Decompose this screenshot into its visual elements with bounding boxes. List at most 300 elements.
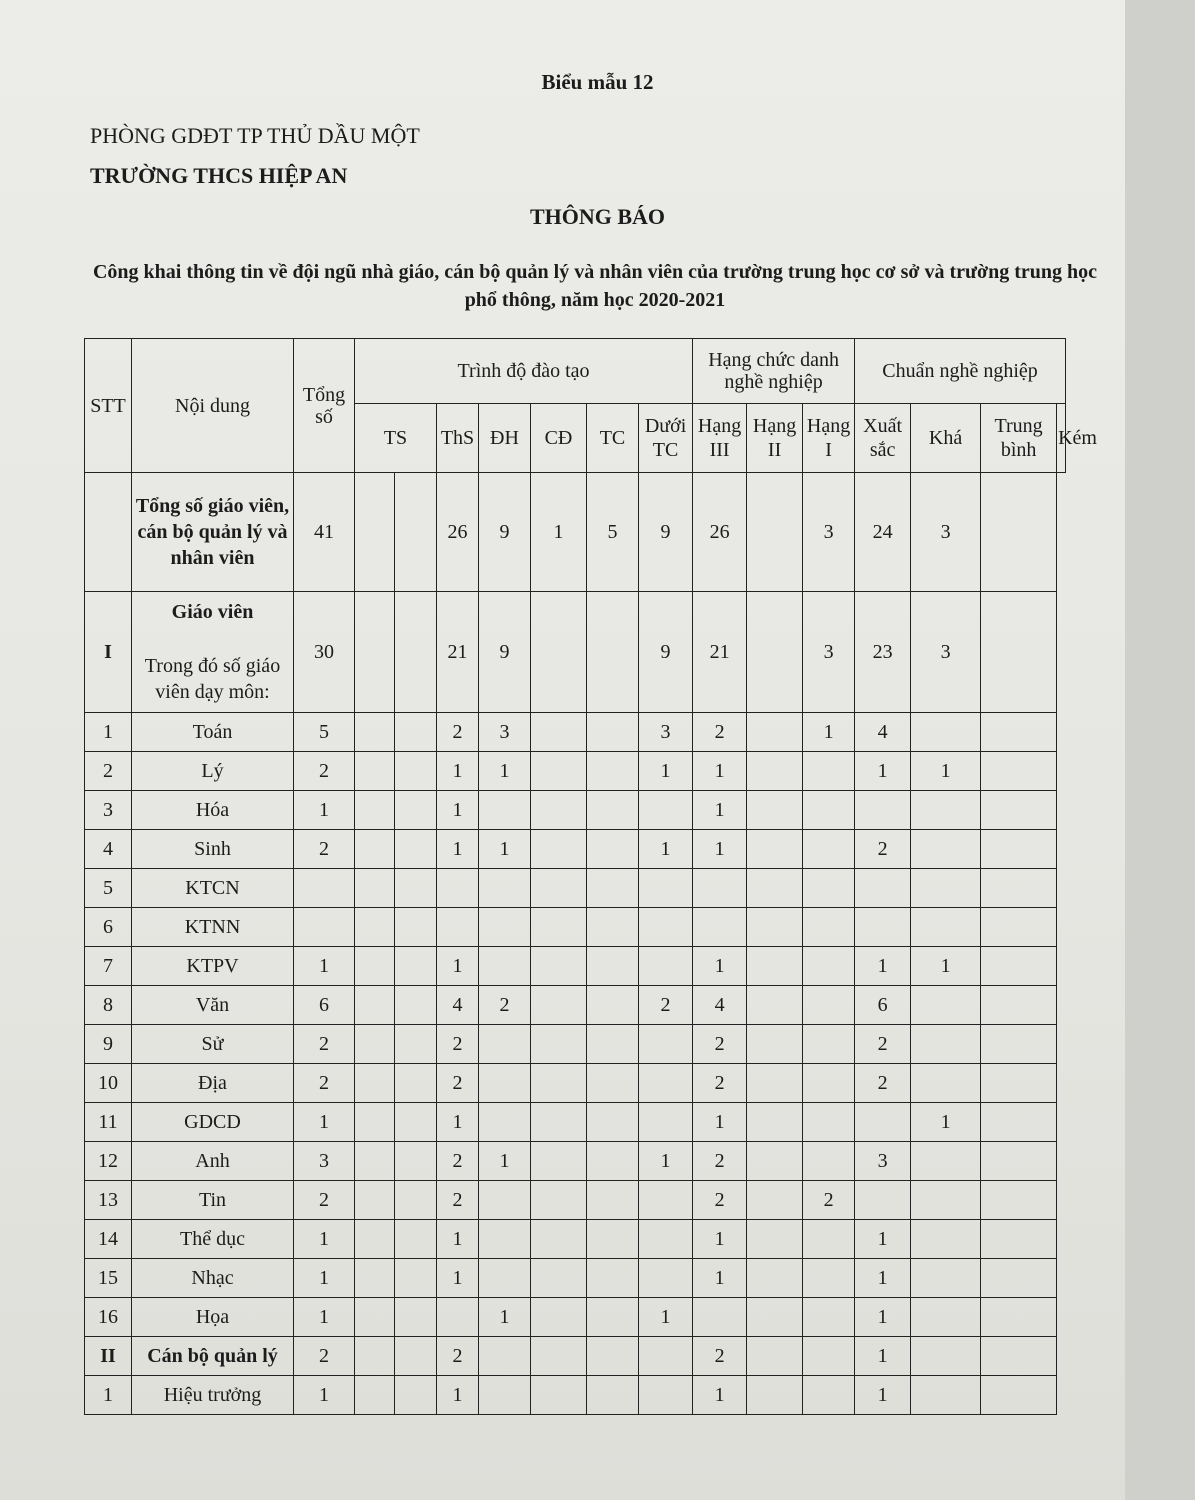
- header-rank1: Hạng I: [803, 404, 855, 473]
- row-cell: [395, 592, 437, 713]
- table-row: [85, 1064, 1066, 1103]
- row-cell: [803, 986, 855, 1025]
- row-cell: 1: [911, 1103, 981, 1142]
- row-cell: [747, 713, 803, 752]
- row-cell: 2: [479, 986, 531, 1025]
- header-good: Khá: [911, 404, 981, 473]
- row-cell: 2: [855, 830, 911, 869]
- row-cell: [355, 869, 395, 908]
- row-cell: 9: [479, 592, 531, 713]
- row-cell: [639, 1064, 693, 1103]
- row-cell: 1: [639, 1298, 693, 1337]
- row-cell: [911, 791, 981, 830]
- row-cell: [639, 908, 693, 947]
- row-cell: [639, 1337, 693, 1376]
- row-cell: [855, 908, 911, 947]
- row-cell: 1: [911, 752, 981, 791]
- row-cell: [355, 713, 395, 752]
- row-cell: [981, 1376, 1057, 1415]
- row-cell: [355, 1259, 395, 1298]
- row-cell: [911, 1259, 981, 1298]
- row-cell: [437, 1298, 479, 1337]
- school-name: TRƯỜNG THCS HIỆP AN: [90, 163, 348, 188]
- row-cell: 2: [437, 1064, 479, 1103]
- header-row-1: [85, 339, 1066, 404]
- row-cell: 1: [437, 1376, 479, 1415]
- row-cell: 1: [855, 947, 911, 986]
- row-stt: [85, 473, 132, 592]
- row-cell: [803, 830, 855, 869]
- row-cell: [395, 791, 437, 830]
- row-content: Lý: [132, 752, 294, 791]
- row-cell: [803, 1259, 855, 1298]
- row-cell: [531, 908, 587, 947]
- row-cell: 1: [693, 1220, 747, 1259]
- row-cell: [479, 1103, 531, 1142]
- row-cell: [395, 908, 437, 947]
- row-cell: [747, 986, 803, 1025]
- header-training-group: Trình độ đào tạo: [355, 339, 693, 404]
- row-cell: [395, 752, 437, 791]
- row-cell: [355, 830, 395, 869]
- row-cell: 1: [437, 752, 479, 791]
- row-cell: 1: [855, 1337, 911, 1376]
- row-cell: 9: [639, 592, 693, 713]
- row-stt: 8: [85, 986, 132, 1025]
- row-cell: [981, 1220, 1057, 1259]
- row-cell: [395, 1337, 437, 1376]
- row-cell: [355, 908, 395, 947]
- row-cell: 21: [437, 592, 479, 713]
- row-cell: [803, 752, 855, 791]
- row-cell: [747, 1064, 803, 1103]
- row-cell: [911, 869, 981, 908]
- row-cell: [355, 1337, 395, 1376]
- row-cell: 1: [479, 1298, 531, 1337]
- row-cell: [355, 1181, 395, 1220]
- row-cell: 6: [294, 986, 355, 1025]
- row-cell: 1: [437, 791, 479, 830]
- row-cell: 2: [437, 1025, 479, 1064]
- row-cell: [911, 1337, 981, 1376]
- row-stt: 7: [85, 947, 132, 986]
- row-cell: [587, 1181, 639, 1220]
- row-cell: [437, 908, 479, 947]
- row-cell: 2: [294, 752, 355, 791]
- form-label: Biểu mẫu 12: [541, 70, 654, 94]
- row-cell: [531, 1181, 587, 1220]
- row-cell: [911, 1298, 981, 1337]
- row-cell: [479, 1220, 531, 1259]
- row-cell: [531, 1220, 587, 1259]
- row-cell: [587, 1220, 639, 1259]
- row-cell: [803, 1103, 855, 1142]
- row-cell: [747, 1220, 803, 1259]
- table-row: [85, 908, 1066, 947]
- row-cell: [479, 1025, 531, 1064]
- row-cell: 3: [803, 592, 855, 713]
- row-cell: [747, 869, 803, 908]
- row-cell: [395, 1064, 437, 1103]
- row-cell: 5: [587, 473, 639, 592]
- row-cell: [803, 1025, 855, 1064]
- row-content: GDCD: [132, 1103, 294, 1142]
- row-cell: 1: [639, 752, 693, 791]
- row-stt: 2: [85, 752, 132, 791]
- header-total: Tổng số: [294, 339, 355, 473]
- row-cell: [479, 1181, 531, 1220]
- row-cell: [395, 947, 437, 986]
- row-cell: [531, 1259, 587, 1298]
- row-content-title: Giáo viên: [171, 601, 254, 623]
- row-cell: [981, 869, 1057, 908]
- row-cell: [587, 1337, 639, 1376]
- row-cell: 1: [693, 947, 747, 986]
- row-cell: [437, 869, 479, 908]
- row-cell: [911, 908, 981, 947]
- row-cell: [587, 986, 639, 1025]
- header-rank3: Hạng III: [693, 404, 747, 473]
- row-cell: [981, 592, 1057, 713]
- row-cell: 9: [639, 473, 693, 592]
- row-cell: [587, 791, 639, 830]
- row-cell: [355, 1142, 395, 1181]
- row-cell: 5: [294, 713, 355, 752]
- row-cell: [803, 947, 855, 986]
- row-cell: 2: [294, 830, 355, 869]
- row-cell: 1: [294, 1298, 355, 1337]
- row-cell: [639, 1025, 693, 1064]
- row-cell: [587, 908, 639, 947]
- row-cell: [479, 869, 531, 908]
- row-cell: 4: [693, 986, 747, 1025]
- table-row: [85, 986, 1066, 1025]
- row-cell: 1: [693, 791, 747, 830]
- table-row: [85, 1298, 1066, 1337]
- row-cell: [355, 1025, 395, 1064]
- row-cell: [395, 473, 437, 592]
- row-cell: [531, 791, 587, 830]
- row-content: KTCN: [132, 869, 294, 908]
- row-content: Địa: [132, 1064, 294, 1103]
- row-cell: 3: [911, 473, 981, 592]
- row-cell: [395, 830, 437, 869]
- row-cell: [747, 1103, 803, 1142]
- row-stt: 12: [85, 1142, 132, 1181]
- header-below-tc: Dưới TC: [639, 404, 693, 473]
- row-cell: [803, 1376, 855, 1415]
- row-cell: [395, 986, 437, 1025]
- row-stt: 11: [85, 1103, 132, 1142]
- row-cell: [355, 1298, 395, 1337]
- row-cell: [747, 791, 803, 830]
- row-cell: 1: [294, 791, 355, 830]
- row-cell: [981, 752, 1057, 791]
- row-cell: [981, 908, 1057, 947]
- row-cell: [531, 1376, 587, 1415]
- row-cell: [981, 1025, 1057, 1064]
- row-stt: 1: [85, 713, 132, 752]
- row-cell: 23: [855, 592, 911, 713]
- table-row: [85, 1142, 1066, 1181]
- header-poor: Kém: [1057, 404, 1066, 473]
- row-cell: [395, 713, 437, 752]
- row-cell: 1: [437, 830, 479, 869]
- row-cell: [355, 1220, 395, 1259]
- row-cell: [911, 713, 981, 752]
- row-cell: 1: [911, 947, 981, 986]
- row-cell: [803, 1142, 855, 1181]
- row-cell: [587, 1142, 639, 1181]
- row-stt: 16: [85, 1298, 132, 1337]
- table-row: [85, 1181, 1066, 1220]
- row-cell: [911, 1025, 981, 1064]
- row-cell: [747, 1025, 803, 1064]
- row-cell: [747, 473, 803, 592]
- row-cell: 2: [437, 1142, 479, 1181]
- row-content: Thể dục: [132, 1220, 294, 1259]
- row-cell: 2: [855, 1064, 911, 1103]
- row-cell: [981, 1103, 1057, 1142]
- row-cell: 1: [437, 1220, 479, 1259]
- department-name: PHÒNG GDĐT TP THỦ DẦU MỘT: [90, 123, 420, 148]
- row-cell: [479, 1259, 531, 1298]
- row-cell: 1: [437, 1259, 479, 1298]
- row-cell: 2: [855, 1025, 911, 1064]
- row-cell: [395, 869, 437, 908]
- row-cell: [747, 1376, 803, 1415]
- row-cell: 2: [693, 713, 747, 752]
- row-cell: [747, 1181, 803, 1220]
- row-cell: 3: [803, 473, 855, 592]
- row-cell: 1: [639, 1142, 693, 1181]
- row-stt: I: [85, 592, 132, 713]
- row-cell: [355, 1064, 395, 1103]
- row-cell: [911, 986, 981, 1025]
- row-cell: [981, 1298, 1057, 1337]
- row-cell: 1: [294, 1103, 355, 1142]
- row-cell: [531, 830, 587, 869]
- row-cell: [479, 908, 531, 947]
- table-row: [85, 752, 1066, 791]
- row-cell: [587, 713, 639, 752]
- header-standard-group: Chuẩn nghề nghiệp: [855, 339, 1066, 404]
- row-cell: [803, 908, 855, 947]
- row-cell: [639, 1103, 693, 1142]
- row-cell: [531, 1025, 587, 1064]
- header-rank-group: Hạng chức danh nghề nghiệp: [693, 339, 855, 404]
- header-stt: STT: [85, 339, 132, 473]
- row-cell: [747, 1142, 803, 1181]
- row-cell: 2: [803, 1181, 855, 1220]
- row-content: KTPV: [132, 947, 294, 986]
- row-cell: [395, 1376, 437, 1415]
- row-cell: [981, 713, 1057, 752]
- row-cell: [395, 1181, 437, 1220]
- row-cell: 2: [639, 986, 693, 1025]
- row-cell: [395, 1259, 437, 1298]
- table-row: [85, 473, 1066, 592]
- row-cell: [803, 869, 855, 908]
- row-cell: [479, 1376, 531, 1415]
- row-cell: [531, 1298, 587, 1337]
- row-cell: [355, 592, 395, 713]
- row-cell: [803, 791, 855, 830]
- staff-table: [84, 338, 1097, 1415]
- row-cell: 1: [294, 1376, 355, 1415]
- row-cell: [531, 947, 587, 986]
- row-cell: [747, 1259, 803, 1298]
- row-cell: 2: [294, 1025, 355, 1064]
- row-cell: [981, 791, 1057, 830]
- table-row: [85, 592, 1066, 713]
- row-cell: [981, 1259, 1057, 1298]
- row-cell: [587, 1298, 639, 1337]
- row-cell: 41: [294, 473, 355, 592]
- header-ths: ThS: [437, 404, 479, 473]
- table-row: [85, 830, 1066, 869]
- row-content: Toán: [132, 713, 294, 752]
- row-cell: [639, 1181, 693, 1220]
- row-cell: [294, 869, 355, 908]
- row-stt: 3: [85, 791, 132, 830]
- row-cell: [747, 830, 803, 869]
- row-content: Cán bộ quản lý: [132, 1337, 294, 1376]
- row-cell: 2: [294, 1181, 355, 1220]
- row-cell: [531, 986, 587, 1025]
- row-cell: 1: [803, 713, 855, 752]
- row-cell: 21: [693, 592, 747, 713]
- header-ts: TS: [355, 404, 437, 473]
- row-cell: [639, 1376, 693, 1415]
- row-cell: 3: [911, 592, 981, 713]
- row-cell: [355, 1376, 395, 1415]
- row-cell: 24: [855, 473, 911, 592]
- row-stt: 10: [85, 1064, 132, 1103]
- row-cell: [981, 473, 1057, 592]
- row-cell: 2: [437, 1337, 479, 1376]
- row-cell: 2: [693, 1025, 747, 1064]
- row-cell: [855, 1103, 911, 1142]
- notice-description: Công khai thông tin về đội ngũ nhà giáo, cán bộ quản lý và nhân viên của trường trung học cơ sở và trường trung học phổ thông, năm học 2020-2021: [92, 261, 1098, 311]
- row-cell: [587, 830, 639, 869]
- row-cell: 1: [479, 830, 531, 869]
- header-excellent: Xuất sắc: [855, 404, 911, 473]
- row-cell: 2: [693, 1142, 747, 1181]
- row-cell: 26: [437, 473, 479, 592]
- row-cell: [803, 1064, 855, 1103]
- row-content: Hóa: [132, 791, 294, 830]
- row-cell: [747, 947, 803, 986]
- row-cell: 1: [693, 1103, 747, 1142]
- row-cell: [355, 986, 395, 1025]
- row-content: Tin: [132, 1181, 294, 1220]
- row-cell: [639, 947, 693, 986]
- row-cell: [479, 1337, 531, 1376]
- row-cell: [639, 1259, 693, 1298]
- row-cell: 4: [855, 713, 911, 752]
- row-cell: [747, 752, 803, 791]
- row-cell: [587, 1259, 639, 1298]
- table-row: [85, 947, 1066, 986]
- header-tc: TC: [587, 404, 639, 473]
- row-cell: 1: [855, 1298, 911, 1337]
- row-cell: [355, 791, 395, 830]
- header-dh: ĐH: [479, 404, 531, 473]
- row-cell: [803, 1220, 855, 1259]
- row-cell: 2: [693, 1337, 747, 1376]
- row-cell: [981, 986, 1057, 1025]
- row-cell: [531, 1142, 587, 1181]
- row-cell: [911, 1064, 981, 1103]
- row-content: Tổng số giáo viên, cán bộ quản lý và nhân viên: [132, 473, 294, 592]
- row-cell: [587, 869, 639, 908]
- row-cell: [587, 1025, 639, 1064]
- table-row: [85, 1103, 1066, 1142]
- table-row: [85, 1025, 1066, 1064]
- row-cell: 1: [294, 1220, 355, 1259]
- row-content: Sử: [132, 1025, 294, 1064]
- row-cell: [855, 1181, 911, 1220]
- row-cell: 2: [294, 1064, 355, 1103]
- row-cell: [587, 1103, 639, 1142]
- row-stt: 5: [85, 869, 132, 908]
- row-cell: [355, 473, 395, 592]
- row-cell: 30: [294, 592, 355, 713]
- row-cell: [531, 752, 587, 791]
- row-cell: [395, 1298, 437, 1337]
- row-cell: [395, 1142, 437, 1181]
- table-row: [85, 1337, 1066, 1376]
- row-cell: 2: [693, 1181, 747, 1220]
- row-cell: [587, 592, 639, 713]
- row-cell: [693, 908, 747, 947]
- row-cell: [531, 713, 587, 752]
- row-cell: [981, 1337, 1057, 1376]
- row-content: Nhạc: [132, 1259, 294, 1298]
- header-rank2: Hạng II: [747, 404, 803, 473]
- row-cell: 1: [855, 1259, 911, 1298]
- row-cell: 1: [479, 752, 531, 791]
- row-content: Hiệu trưởng: [132, 1376, 294, 1415]
- row-cell: [639, 869, 693, 908]
- row-cell: 2: [437, 713, 479, 752]
- row-cell: [981, 1181, 1057, 1220]
- row-cell: 1: [294, 1259, 355, 1298]
- row-cell: [803, 1298, 855, 1337]
- row-cell: [981, 947, 1057, 986]
- row-cell: 1: [693, 1376, 747, 1415]
- row-cell: [355, 947, 395, 986]
- row-cell: [355, 1103, 395, 1142]
- row-cell: [693, 869, 747, 908]
- row-cell: 3: [855, 1142, 911, 1181]
- row-cell: [531, 869, 587, 908]
- row-cell: [639, 791, 693, 830]
- row-cell: 2: [693, 1064, 747, 1103]
- notice-title: THÔNG BÁO: [529, 204, 666, 229]
- row-cell: 2: [294, 1337, 355, 1376]
- row-cell: 1: [855, 1376, 911, 1415]
- row-cell: [855, 869, 911, 908]
- row-cell: [803, 1337, 855, 1376]
- row-cell: [747, 1298, 803, 1337]
- row-cell: [911, 1142, 981, 1181]
- row-cell: [911, 1376, 981, 1415]
- row-stt: II: [85, 1337, 132, 1376]
- row-stt: 1: [85, 1376, 132, 1415]
- row-cell: [355, 752, 395, 791]
